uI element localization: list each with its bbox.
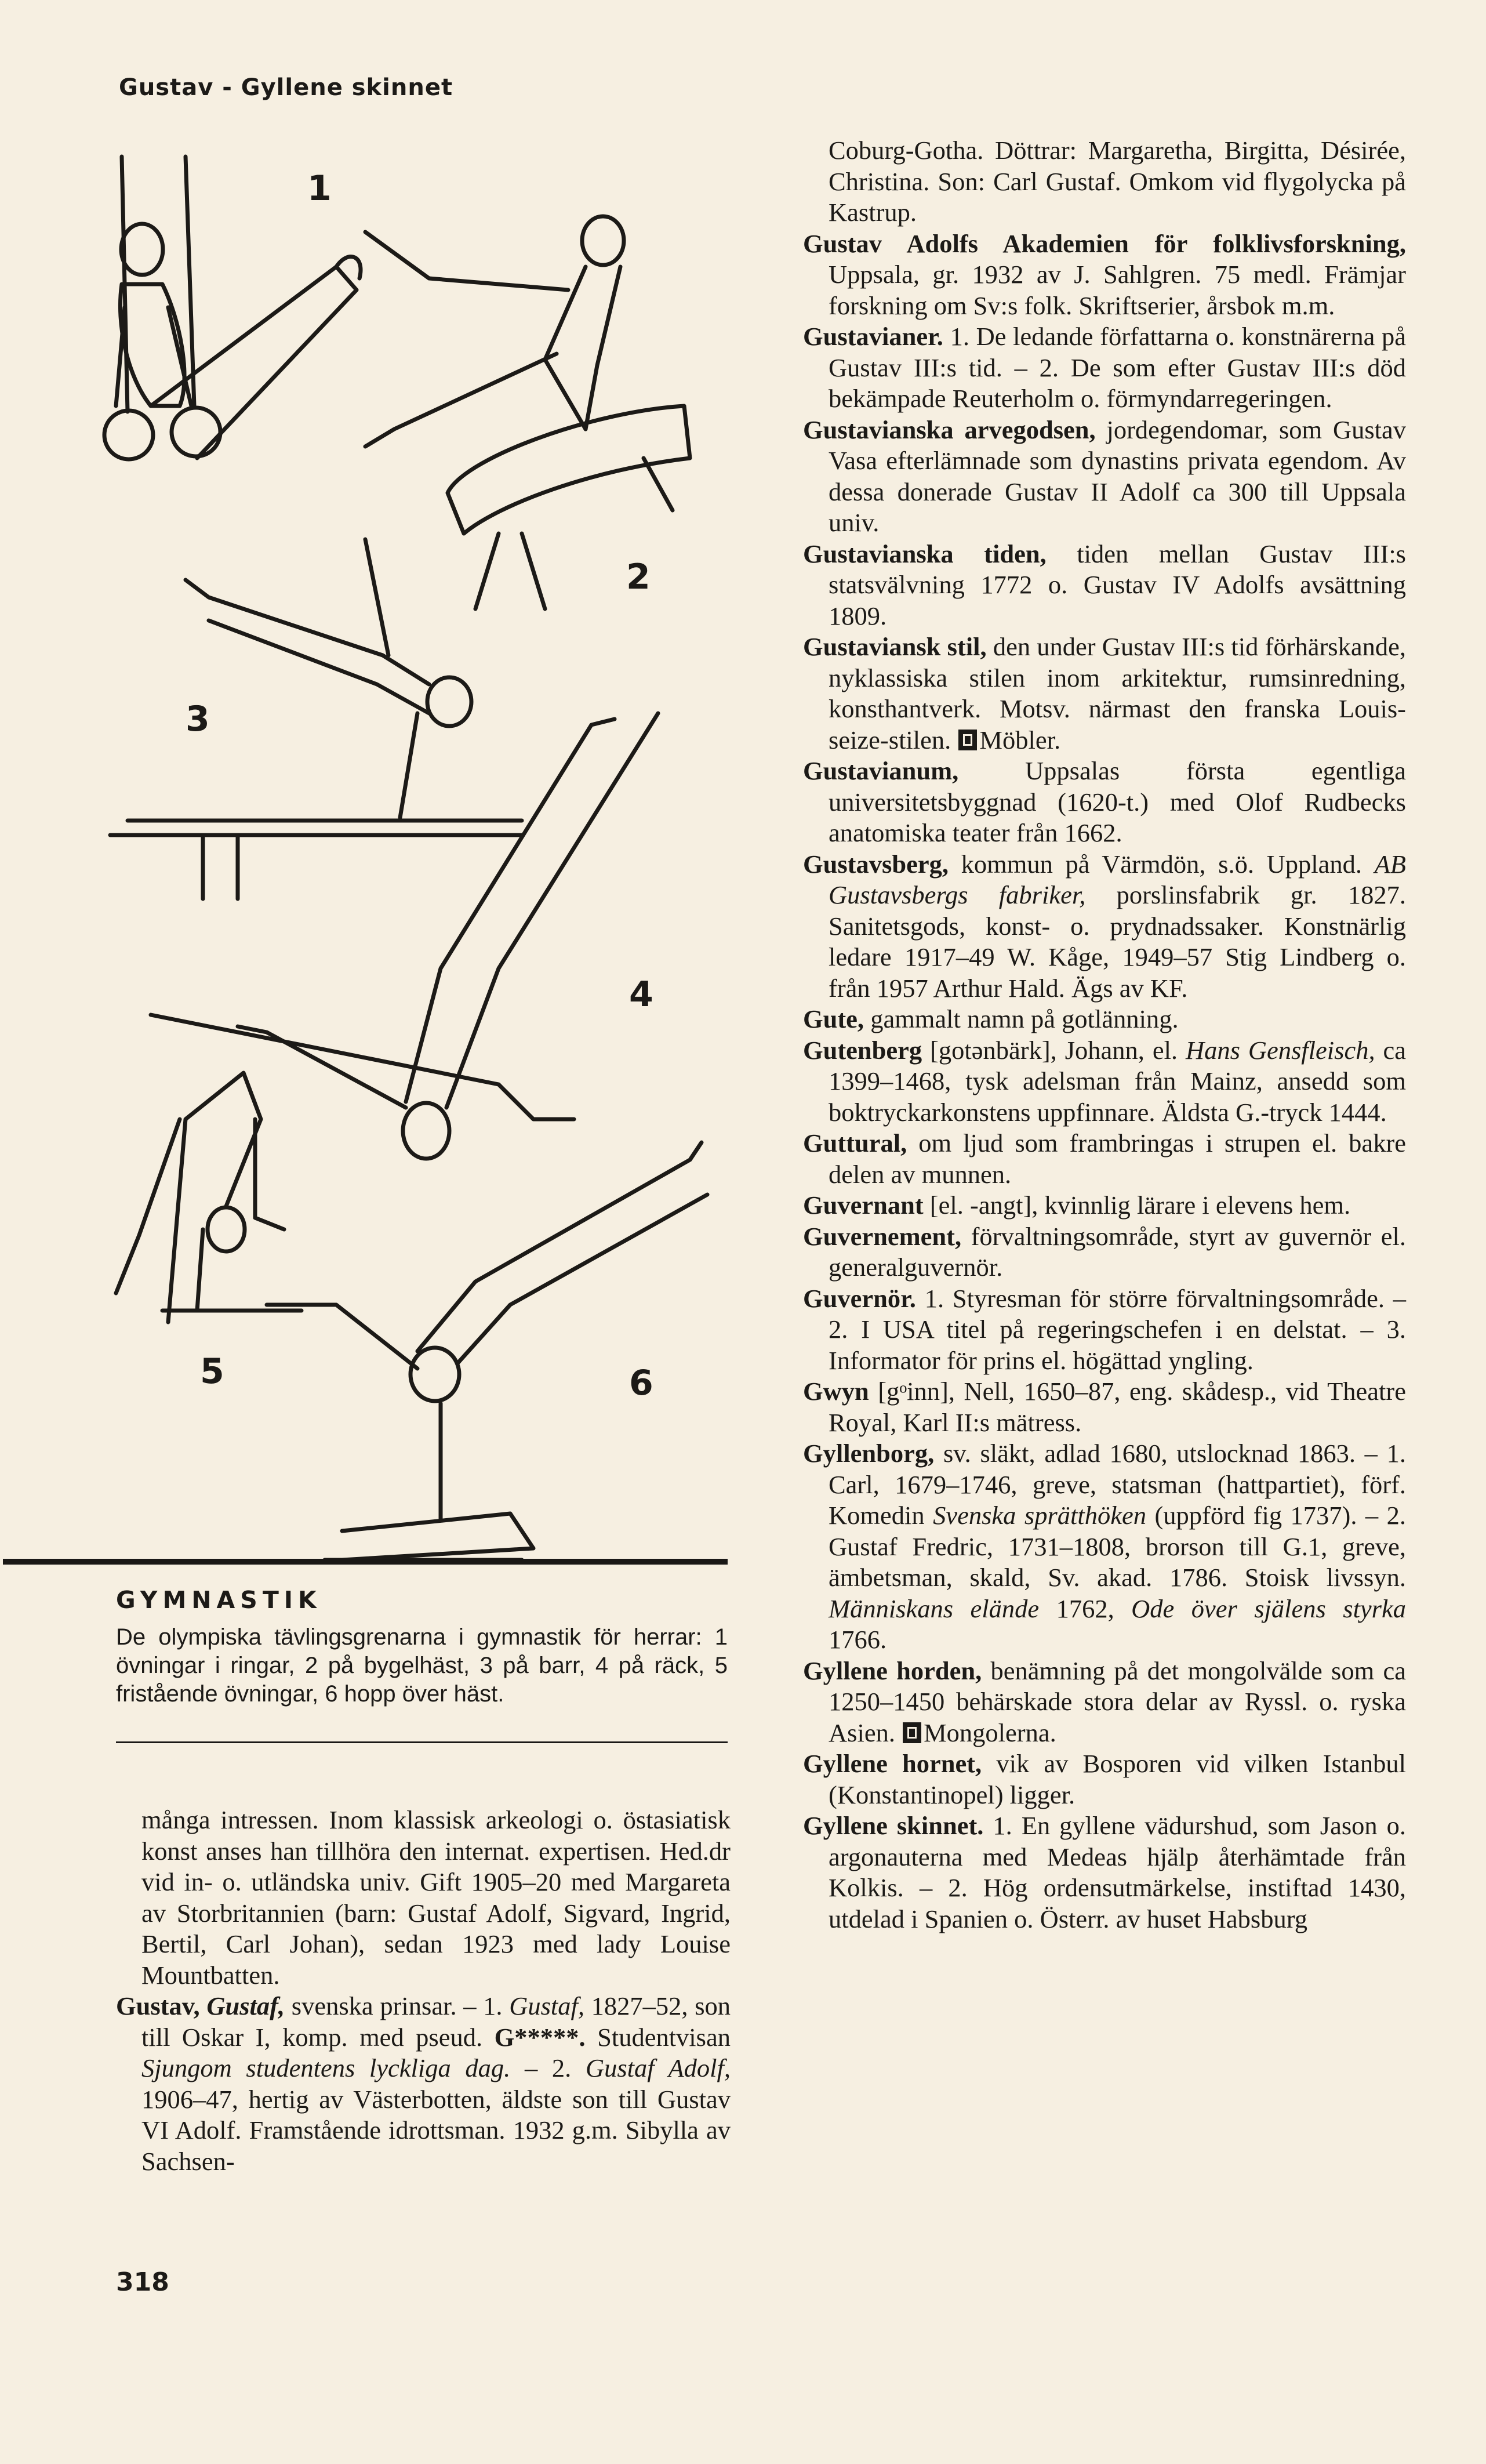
headword: Guvernör. — [803, 1283, 916, 1313]
headword: Gyllene skinnet. — [803, 1811, 984, 1840]
figure-number-3: 3 — [186, 699, 210, 739]
entry-text: porslinsfabrik gr. 1827. Sanitetsgods, konst- o. prydnadssaker. Konstnärlig ledare 1917–49 W. Kåge, 1949–57 Stig Lindberg o. från 1957 Arthur Hald. Ägs av KF. — [829, 880, 1406, 1003]
entry-guvernor — [803, 1283, 1406, 1377]
figure-number-5: 5 — [200, 1351, 224, 1392]
entry-text: vik av Bosporen vid vilken Istanbul (Konstantinopel) ligger. — [829, 1749, 1406, 1809]
headword: Gustavianum, — [803, 756, 959, 785]
entry-text: svenska prinsar. – 1. — [291, 1991, 503, 2020]
entry-gustav-adolfs-akademien — [803, 228, 1406, 322]
caption-text: De olympiska tävlingsgrenarna i gymnastik för herrar: 1 övningar i ringar, 2 på bygelhäst, 3 på barr, 4 på räck, 5 fristående övningar, 6 hopp över häst. — [116, 1624, 728, 1707]
headword: Gyllene horden, — [803, 1656, 982, 1685]
headword: Gustav Adolfs Akademien för folklivsforskning, — [803, 228, 1406, 258]
entry-text: 1. Styresman för större förvaltningsområde. – 2. I USA titel på regeringschefen i en delstat. – 3. Informator för prins el. högättad yngling. — [829, 1283, 1406, 1375]
entry-gwyn — [803, 1376, 1406, 1438]
figure-number-1: 1 — [307, 168, 332, 209]
headword: Gustavianska tiden, — [803, 539, 1047, 568]
entry-italic: Svenska sprätthöken — [933, 1501, 1146, 1530]
cross-reference-icon — [903, 1722, 921, 1743]
figure-parallel-bars — [110, 539, 522, 899]
figure-floor — [116, 1073, 301, 1322]
entry-text: 1762, — [1056, 1594, 1114, 1623]
entry-guvernant — [803, 1190, 1406, 1221]
entry-text: 1766. — [829, 1625, 887, 1654]
figure-caption — [116, 1586, 728, 1708]
figure-pommel-horse — [365, 216, 690, 609]
headword: Gustavianer. — [803, 322, 943, 351]
headword: Gyllene hornet, — [803, 1749, 982, 1778]
figure-vault — [267, 1142, 707, 1560]
entry-text: den under Gustav III:s tid förhärskande, nyklassiska stilen inom arkitektur, rumsinredning, konsthantverk. Motsv. närmast den franska Louis-seize-stilen. — [829, 632, 1406, 754]
entry-text: 1. En gyllene vädurshud, som Jason o. argonauterna med Medeas hjälp återhämtade från Kolkis. – 2. Hög ordensutmärkelse, instiftad 1430, utdelad i Spanien o. Österr. av huset Habsburg — [829, 1811, 1406, 1933]
gymnastics-illustration — [93, 133, 742, 1566]
entry-italic: Sjungom studentens lyckliga dag. — [141, 2053, 511, 2082]
gymnasts-line-drawing — [93, 133, 742, 1566]
entry-text: sv. släkt, adlad 1680, utslocknad 1863. – 1. Carl, 1679–1746, greve, statsman (hattpartiet), förf. Komedin — [829, 1439, 1407, 1530]
entry-guttural — [803, 1128, 1406, 1190]
entry-text: [el. -angt], kvinnlig lärare i elevens hem. — [929, 1191, 1351, 1220]
entry-text: Studentvisan — [597, 2022, 731, 2052]
right-column — [803, 135, 1406, 1935]
entry-text: gammalt namn på gotlänning. — [870, 1004, 1179, 1033]
entry-text: 1906–47, hertig av Västerbotten, äldste son till Gustav VI Adolf. Framstående idrottsman. 1932 g.m. Sibylla av Sachsen- — [141, 2084, 731, 2176]
entry-text: jordegendomar, som Gustav Vasa efterlämnade som dynastins privata egendom. Av dessa donerade Gustav II Adolf ca 300 till Uppsala univ. — [829, 415, 1407, 537]
entry-text: [gotənbärk], Johann, el. — [930, 1035, 1178, 1065]
entry-text: ca 1399–1468, tysk adelsman från Mainz, ansedd som boktryckarkonstens uppfinnare. Äldsta G.-tryck 1444. — [829, 1035, 1407, 1127]
figure-number-2: 2 — [626, 557, 651, 597]
entry-gustavianer — [803, 321, 1406, 415]
headword: Gustaviansk stil, — [803, 632, 987, 661]
entry-gute — [803, 1004, 1406, 1035]
entry-text: (uppförd fig 1737). – 2. Gustaf Fredric, 1731–1808, brorson till G.1, greve, ämbetsman, skald, Sv. akad. 1786. Stoisk livssyn. — [829, 1501, 1407, 1592]
headword-variant: Gustaf, — [206, 1991, 285, 2020]
headword: Guttural, — [803, 1128, 907, 1157]
cross-reference-link[interactable]: Mongolerna. — [924, 1718, 1056, 1747]
figure-rule — [3, 1559, 728, 1565]
headword: Gustav, — [116, 1991, 200, 2020]
entry-italic: AB Gustavsbergs fabriker, — [829, 849, 1406, 909]
entry-gustavianska-tiden — [803, 539, 1406, 632]
headword: Guvernement, — [803, 1221, 962, 1251]
entry-bold: G*****. — [494, 2022, 586, 2052]
entry-text: förvaltningsområde, styrt av guvernör el. generalguvernör. — [829, 1221, 1406, 1282]
headword: Gyllenborg, — [803, 1439, 935, 1468]
entry-gutenberg — [803, 1035, 1406, 1128]
headword: Guvernant — [803, 1191, 924, 1220]
entry-gyllene-hornet — [803, 1748, 1406, 1810]
headword: Gute, — [803, 1004, 864, 1033]
entry-italic: Hans Gensfleisch, — [1185, 1035, 1375, 1065]
headword: Gwyn — [803, 1377, 869, 1406]
entry-text: tiden mellan Gustav III:s statsvälvning 1772 o. Gustav IV Adolfs avsättning 1809. — [829, 539, 1407, 630]
entry-text: – 2. — [524, 2053, 572, 2082]
running-head: Gustav - Gyllene skinnet — [119, 74, 453, 101]
entry-gustavianum — [803, 756, 1406, 849]
entry-gyllene-skinnet — [803, 1810, 1406, 1935]
entry-italic: Människans elände — [829, 1594, 1040, 1623]
entry-gustav — [116, 1991, 731, 2177]
headword: Gustavianska arvegodsen, — [803, 415, 1096, 444]
entry-text: om ljud som frambringas i strupen el. bakre delen av munnen. — [829, 1128, 1407, 1189]
entry-text: Uppsala, gr. 1932 av J. Sahlgren. 75 medl. Främjar forskning om Sv:s folk. Skriftserier, årsbok m.m. — [829, 260, 1406, 320]
entry-text: kommun på Värmdön, s.ö. Uppland. — [961, 849, 1362, 879]
entry-guvernement — [803, 1221, 1406, 1283]
entry-text: 1. De ledande författarna o. konstnärerna på Gustav III:s tid. – 2. De som efter Gustav III:s död bekämpade Reuterholm o. förmyndarregeringen. — [829, 322, 1407, 413]
entry-text: benämning på det mongolvälde som ca 1250–1450 behärskade stora delar av Ryssl. o. ryska Asien. — [829, 1656, 1407, 1747]
entry-text: 1827–52, son till Oskar I, komp. med pseud. — [141, 1991, 731, 2052]
cross-reference-icon — [958, 730, 977, 750]
entry-gustavsberg — [803, 849, 1406, 1004]
entry-text: [gᵒinn], Nell, 1650–87, eng. skådesp., vid Theatre Royal, Karl II:s mätress. — [829, 1377, 1406, 1437]
figure-number-4: 4 — [629, 974, 653, 1015]
continuation-text: Coburg-Gotha. Döttrar: Margaretha, Birgitta, Désirée, Christina. Son: Carl Gustaf. Omkom vid flygolycka på Kastrup. — [829, 136, 1406, 227]
left-column — [116, 1805, 731, 2177]
entry-gustavianska-arvegodsen — [803, 415, 1406, 539]
headword: Gutenberg — [803, 1035, 922, 1065]
page-number: 318 — [116, 2267, 169, 2297]
caption-rule — [116, 1741, 728, 1743]
entry-italic: Gustaf Adolf, — [585, 2053, 731, 2082]
figure-number-6: 6 — [629, 1363, 653, 1403]
cross-reference-link[interactable]: Möbler. — [979, 725, 1061, 754]
caption-title: GYMNASTIK — [116, 1586, 322, 1614]
entry-gyllenborg — [803, 1438, 1406, 1656]
entry-gyllene-horden — [803, 1656, 1406, 1749]
entry-italic: Ode över själens styrka — [1131, 1594, 1407, 1623]
entry-italic: Gustaf, — [509, 1991, 584, 2020]
entry-gustaviansk-stil — [803, 632, 1406, 756]
headword: Gustavsberg, — [803, 849, 949, 879]
entry-text: Uppsalas första egentliga universitetsbyggnad (1620-t.) med Olof Rudbecks anatomiska teater från 1662. — [829, 756, 1406, 847]
continuation-text: många intressen. Inom klassisk arkeologi o. östasiatisk konst anses han tillhöra den internat. expertisen. Hed.dr vid in- o. utländska univ. Gift 1905–20 med Margareta av Storbritannien (barn: Gustaf Adolf, Sigvard, Ingrid, Bertil, Carl Johan), sedan 1923 med lady Louise Mountbatten. — [141, 1805, 731, 1990]
